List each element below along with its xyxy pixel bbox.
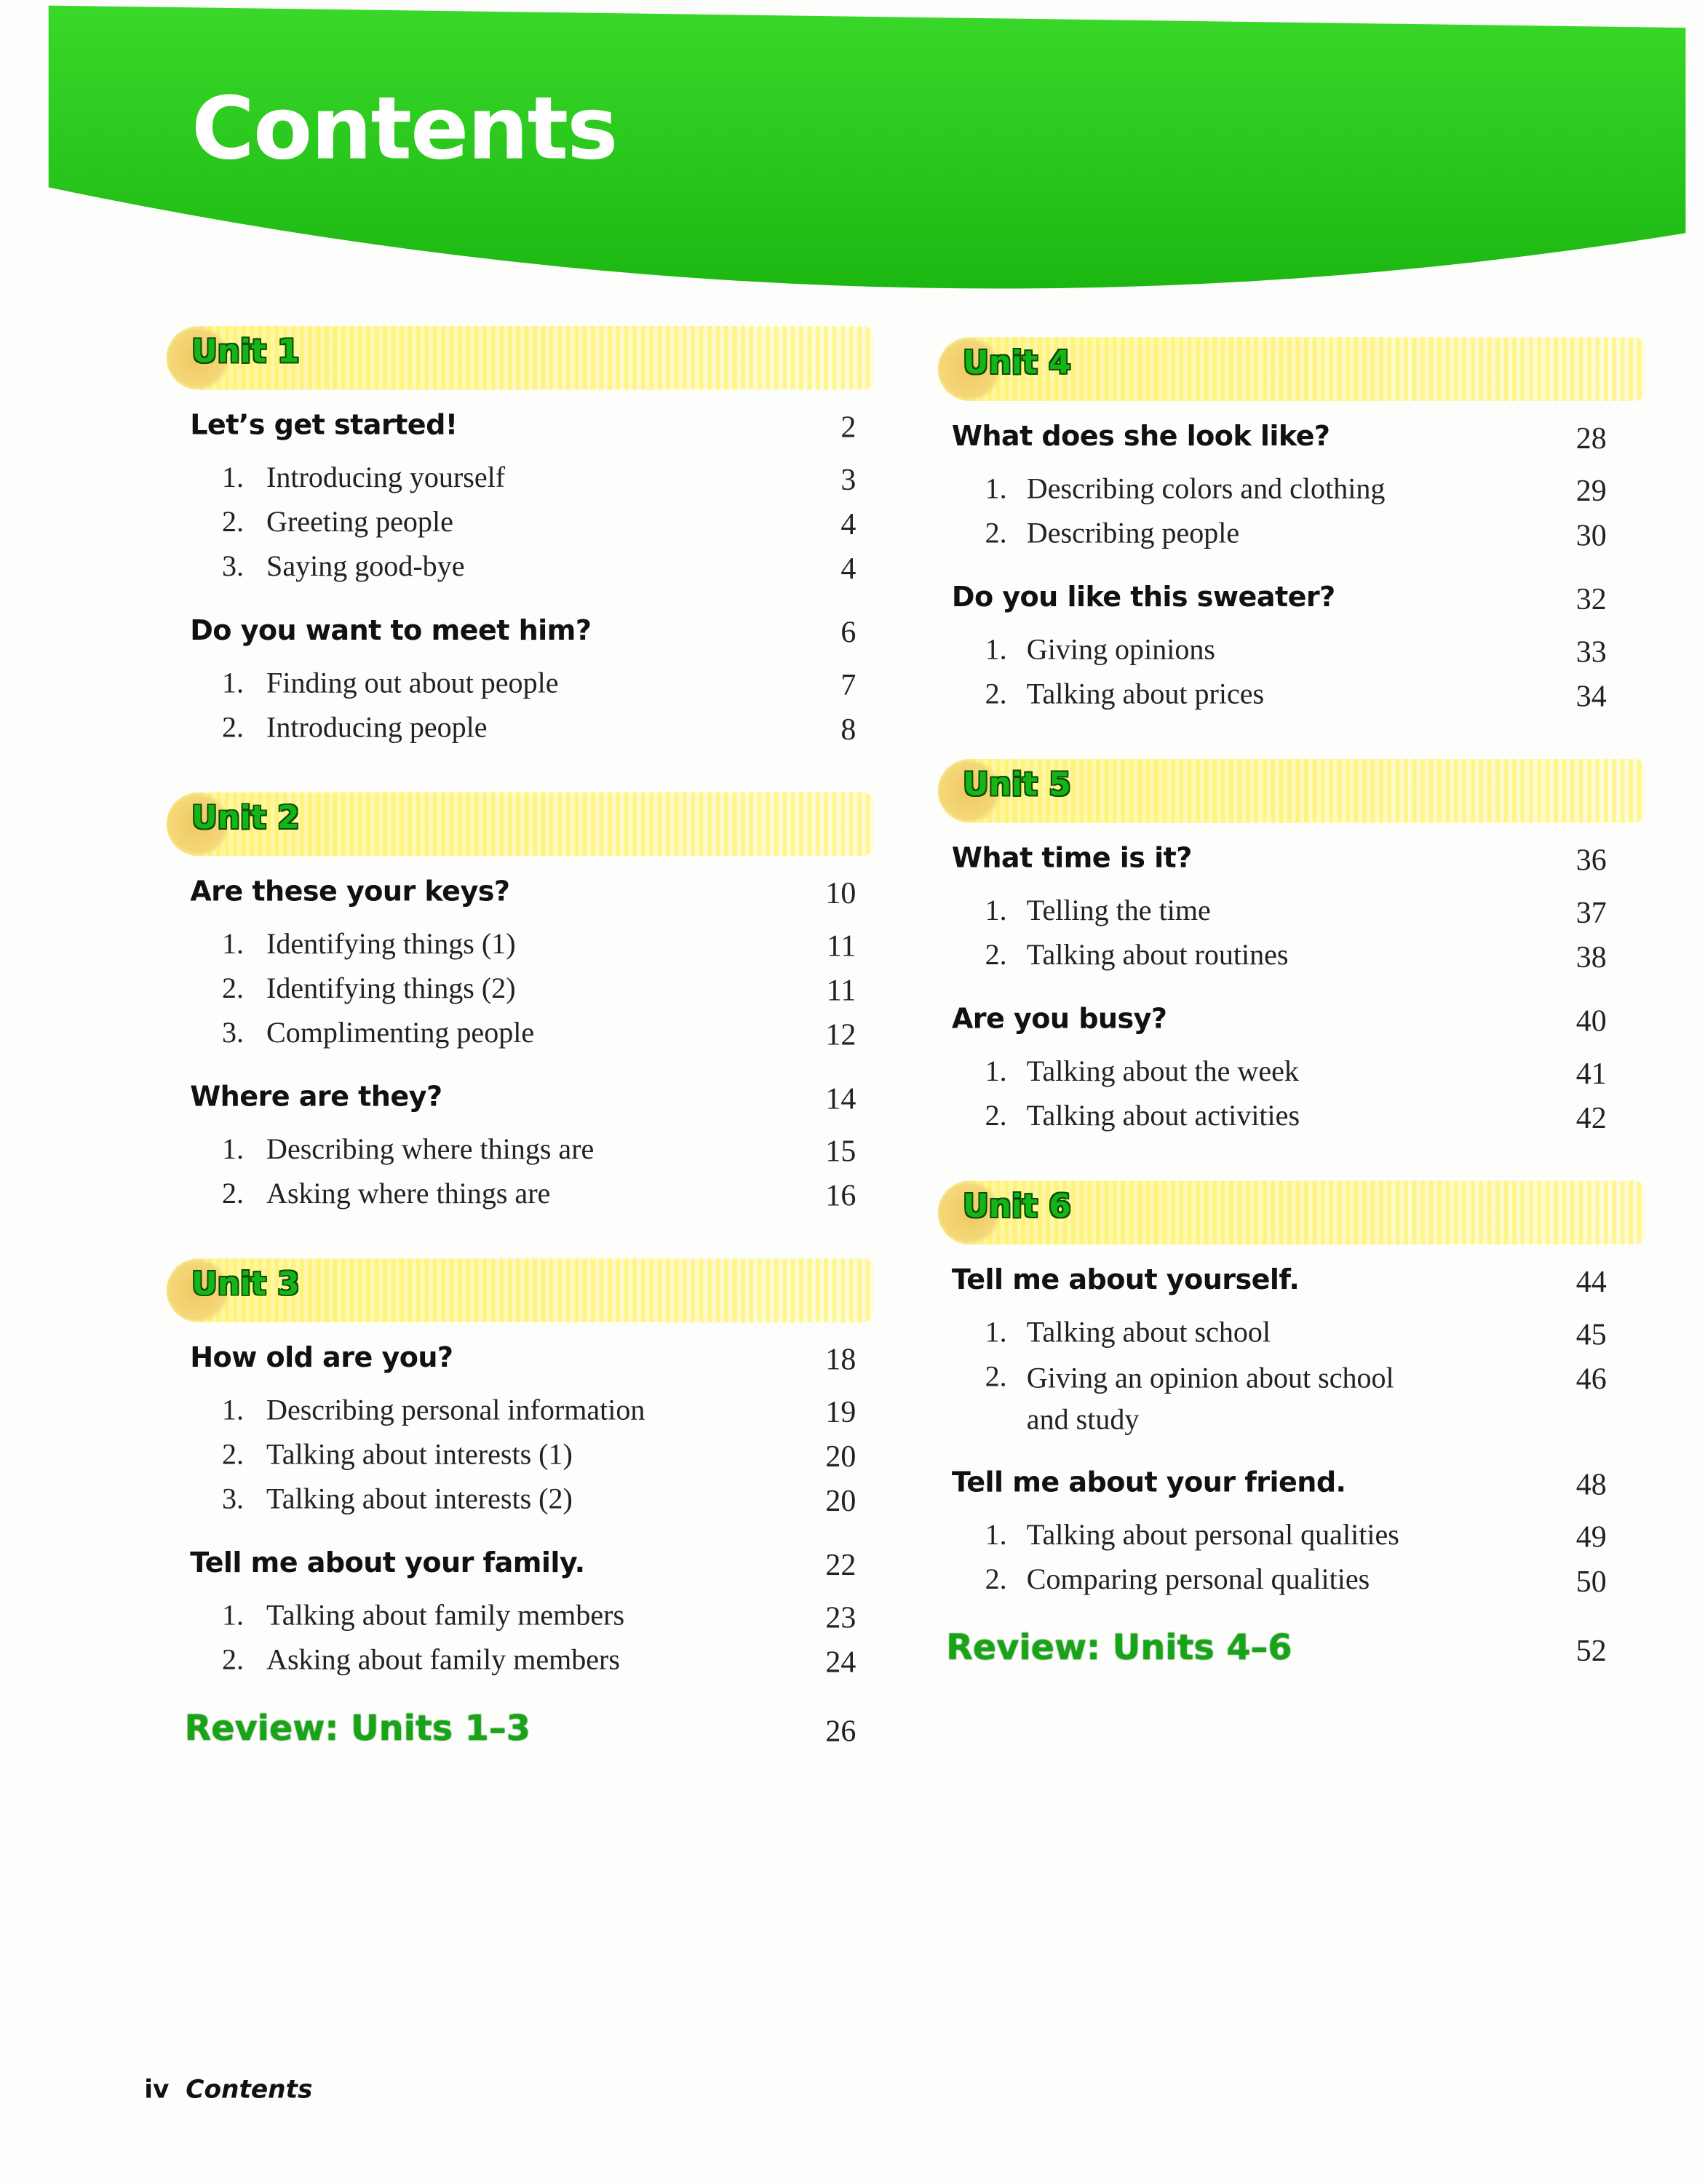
page-number: 40 (1575, 1003, 1607, 1039)
item-number: 1. (985, 632, 1007, 667)
item-number: 2. (222, 504, 245, 539)
page-number: 49 (1575, 1519, 1607, 1554)
item-number: 2. (985, 516, 1007, 549)
item-number: 2. (985, 677, 1007, 711)
page-number: 42 (1575, 1100, 1607, 1135)
lesson-title: Tell me about yourself. (951, 1262, 1300, 1296)
lesson-title: Are you busy? (951, 1001, 1167, 1036)
section-title: Saying good-bye (266, 549, 465, 583)
section-title: Describing people (1026, 516, 1240, 549)
item-number: 1. (222, 666, 245, 699)
review-title: Review: Units 4–6 (946, 1627, 1292, 1668)
item-number: 2. (985, 1098, 1007, 1132)
lesson-title: Tell me about your friend. (951, 1465, 1346, 1499)
unit-badge (938, 759, 1645, 823)
footer-section: Contents (186, 2076, 313, 2105)
page-number: 37 (1575, 894, 1607, 930)
page-number: 36 (1575, 842, 1607, 877)
section-title: Identifying things (1) (266, 926, 516, 961)
section-title: Describing personal information (266, 1393, 645, 1426)
item-number: 1. (985, 893, 1007, 927)
unit-label: Unit 2 (191, 801, 300, 837)
section-title: Complimenting people (266, 1015, 535, 1049)
section-title: Asking about family members (266, 1643, 620, 1677)
page-number: 52 (1575, 1632, 1607, 1668)
page-number: 30 (1575, 517, 1607, 552)
item-number: 1. (985, 1315, 1007, 1349)
page-number: 50 (1575, 1563, 1607, 1599)
item-number: 3. (222, 549, 245, 583)
page-number: 19 (825, 1394, 857, 1429)
unit-label: Unit 3 (191, 1266, 300, 1303)
page-number: 20 (825, 1483, 857, 1518)
page-number: 33 (1575, 634, 1607, 669)
page-number: 15 (825, 1133, 857, 1169)
item-number: 1. (222, 460, 245, 494)
unit-badge (938, 1180, 1645, 1244)
lesson-title: Do you want to meet him? (190, 613, 592, 647)
page-title: Contents (191, 77, 617, 179)
page-number: iv (144, 2076, 170, 2105)
section-title: Giving opinions (1026, 632, 1215, 667)
item-number: 3. (222, 1015, 245, 1049)
section-title: Talking about school (1026, 1315, 1271, 1349)
section-title: Greeting people (266, 504, 453, 539)
page-number: 29 (1575, 473, 1607, 508)
unit-badge (167, 1258, 874, 1322)
page-number: 11 (826, 928, 857, 964)
section-title: Asking where things are (266, 1176, 551, 1210)
page-number: 23 (825, 1600, 857, 1635)
page-number: 38 (1575, 939, 1607, 974)
page-number: 48 (1575, 1466, 1607, 1501)
page-number: 46 (1575, 1361, 1607, 1396)
page-number: 8 (840, 712, 857, 747)
page-number: 16 (825, 1178, 857, 1213)
section-title: Talking about personal qualities (1026, 1517, 1399, 1552)
page-number: 26 (825, 1713, 857, 1749)
item-number: 2. (222, 710, 245, 744)
section-title: Talking about family members (266, 1598, 625, 1632)
page-number: 2 (840, 409, 857, 445)
section-title: Identifying things (2) (266, 971, 516, 1005)
item-number: 3. (222, 1482, 245, 1515)
section-title: Talking about interests (1) (266, 1437, 573, 1471)
item-number: 1. (222, 1393, 245, 1426)
unit-label: Unit 6 (963, 1188, 1071, 1226)
section-title: Introducing yourself (266, 460, 506, 494)
page-number: 12 (825, 1017, 857, 1052)
review-title: Review: Units 1–3 (184, 1707, 530, 1749)
section-title: Giving an opinion about school and study (1026, 1361, 1394, 1437)
section-title: Finding out about people (266, 666, 559, 699)
lesson-title: What does she look like? (951, 418, 1330, 453)
section-title: Comparing personal qualities (1026, 1562, 1370, 1596)
page-footer (144, 2076, 312, 2105)
page-number: 6 (840, 614, 857, 650)
page-number: 3 (840, 461, 857, 497)
page-number: 32 (1575, 581, 1607, 616)
item-number: 2. (222, 1643, 245, 1677)
section-title: Talking about the week (1026, 1054, 1299, 1088)
lesson-title: Tell me about your family. (190, 1545, 585, 1579)
section-title: Describing where things are (266, 1132, 595, 1166)
page-number: 22 (825, 1546, 857, 1582)
unit-label: Unit 5 (963, 767, 1071, 803)
lesson-title: Do you like this sweater? (951, 579, 1335, 613)
section-title: Telling the time (1026, 893, 1211, 927)
section-title: Talking about routines (1026, 937, 1289, 972)
item-number: 2. (222, 971, 245, 1005)
item-number: 2. (985, 1562, 1007, 1596)
page-number: 45 (1575, 1317, 1607, 1351)
unit-badge (938, 337, 1645, 401)
item-number: 2. (985, 1359, 1007, 1394)
section-title: Talking about interests (2) (266, 1482, 573, 1515)
unit-badge (167, 793, 874, 857)
page-number: 44 (1575, 1263, 1607, 1299)
unit-label: Unit 4 (963, 345, 1071, 382)
page-number: 18 (825, 1341, 857, 1377)
lesson-title: What time is it? (951, 841, 1192, 875)
item-number: 2. (985, 937, 1007, 972)
page-number: 11 (826, 972, 857, 1008)
item-number: 1. (985, 472, 1007, 505)
item-number: 1. (222, 1132, 245, 1166)
page-number: 14 (825, 1081, 857, 1116)
page-number: 4 (840, 550, 857, 586)
section-title: Talking about activities (1026, 1098, 1300, 1132)
section-title: Talking about prices (1026, 677, 1265, 711)
item-number: 1. (985, 1054, 1007, 1088)
page-number: 28 (1575, 420, 1607, 456)
lesson-title: Are these your keys? (190, 874, 510, 908)
lesson-title: How old are you? (190, 1340, 453, 1374)
unit-label: Unit 1 (191, 334, 300, 371)
page-number: 24 (825, 1644, 857, 1679)
unit-badge (167, 326, 874, 390)
lesson-title: Where are they? (190, 1079, 442, 1113)
item-number: 1. (222, 926, 245, 961)
item-number: 2. (222, 1176, 245, 1210)
item-number: 2. (222, 1437, 245, 1471)
section-title: Introducing people (266, 710, 488, 744)
section-title: Describing colors and clothing (1026, 472, 1386, 505)
page-number: 20 (825, 1439, 857, 1474)
page-number: 7 (840, 667, 857, 702)
item-number: 1. (222, 1598, 245, 1632)
page-number: 10 (825, 875, 857, 910)
item-number: 1. (985, 1517, 1007, 1552)
page-number: 4 (840, 506, 857, 541)
lesson-title: Let’s get started! (190, 408, 458, 442)
page-number: 41 (1575, 1055, 1607, 1091)
page-number: 34 (1575, 678, 1607, 713)
